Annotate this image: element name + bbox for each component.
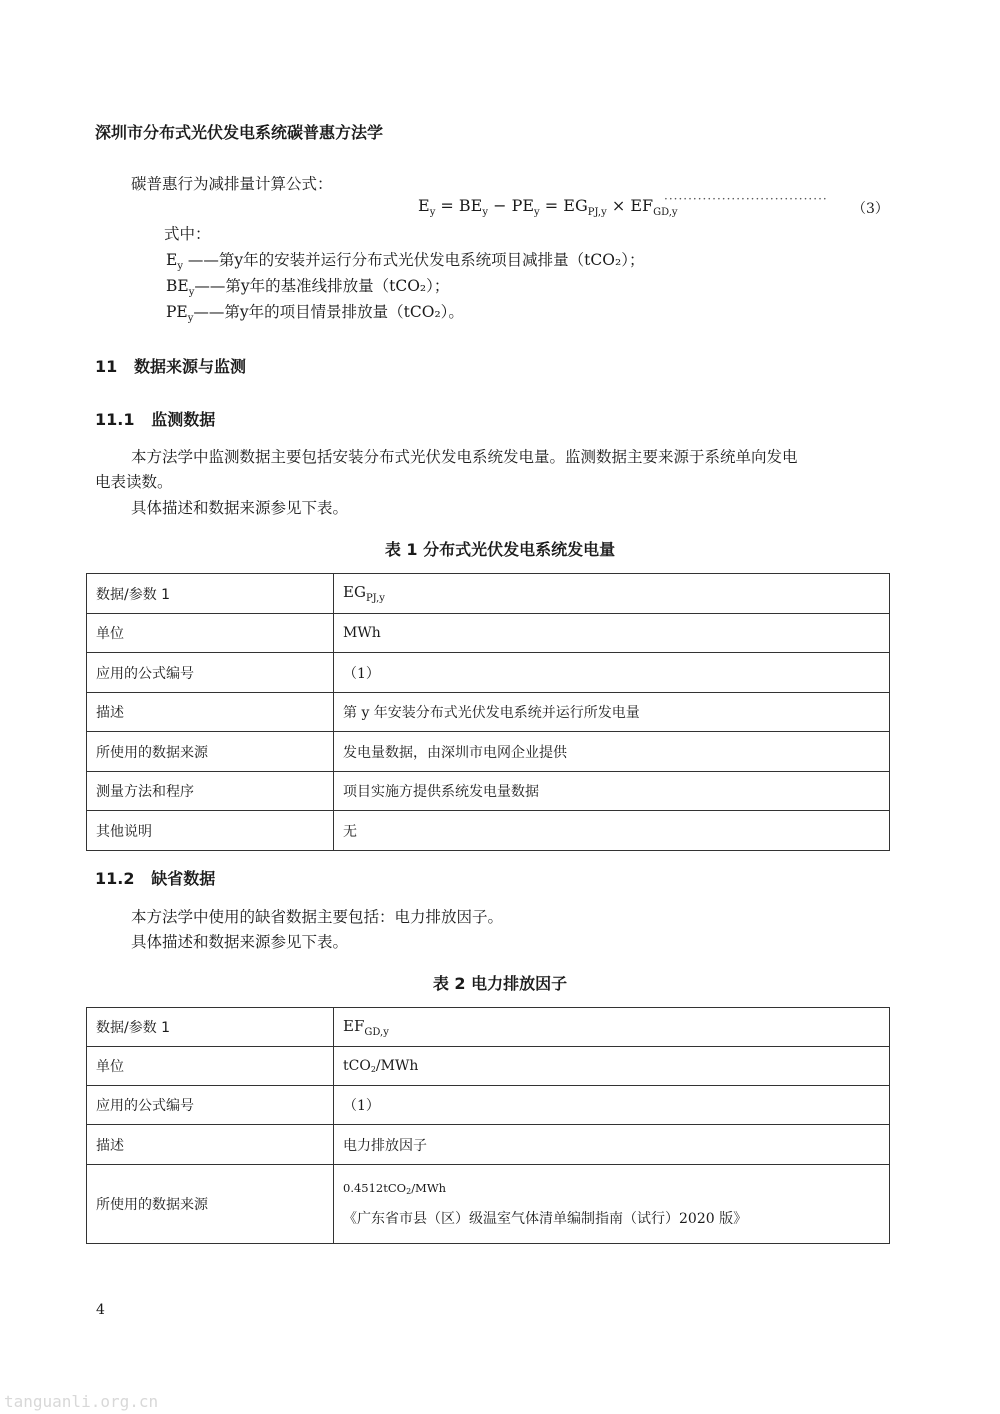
symbol-ey: $E_y$ (166, 251, 183, 273)
section-11-2-para2: 具体描述和数据来源参见下表。 (131, 933, 349, 951)
emission-factor-source: 《广东省市县（区）级温室气体清单编制指南（试行）2020 版》 (343, 1210, 748, 1227)
table-row (87, 1047, 890, 1086)
section-11-heading: 11 数据来源与监测 (95, 357, 246, 376)
table-cell-key: 应用的公式编号 (87, 1086, 334, 1125)
formula-3: $E_y = BE_y - PE_y = EG_{PJ,y} \times EF_{GD,y}$ (418, 196, 678, 219)
table-cell-key: 数据/参数 1 (87, 574, 334, 614)
table-row (87, 1086, 890, 1125)
section-11-1-heading: 11.1 监测数据 (95, 410, 216, 429)
table-cell-value: tCO2/MWh (334, 1047, 890, 1086)
table2-caption: 表 2 电力排放因子 (432, 974, 568, 993)
where-label: 式中： (164, 225, 211, 243)
table-cell-value: 电力排放因子 (334, 1125, 890, 1165)
table-cell-key: 应用的公式编号 (87, 653, 334, 693)
symbol-pey: $PE_y$ (166, 303, 194, 325)
page-number: 4 (96, 1302, 105, 1318)
section-11-1-para1-line2: 电表读数。 (95, 473, 173, 491)
table-row (87, 574, 890, 614)
table-cell-value: $EF_{GD,y}$ (334, 1008, 890, 1047)
table-row (87, 1125, 890, 1165)
section-11-2-heading: 11.2 缺省数据 (95, 869, 216, 888)
table1-caption: 表 1 分布式光伏发电系统发电量 (384, 540, 616, 559)
table-row (87, 1008, 890, 1047)
emission-factor-value: 0.4512tCO2/MWh (343, 1180, 447, 1196)
table-cell-value: （1） (334, 653, 890, 693)
watermark: tanguanli.org.cn (4, 1392, 159, 1411)
table-cell-key: 测量方法和程序 (87, 772, 334, 811)
page-header-title: 深圳市分布式光伏发电系统碳普惠方法学 (95, 123, 384, 142)
table-row (87, 614, 890, 653)
definition-ey: $E_y$ ——第y年的安装并运行分布式光伏发电系统项目减排量（tCO₂）； (166, 251, 645, 273)
definition-pey: $PE_y——$第y年的项目情景排放量（tCO₂）。 (166, 303, 464, 325)
table-row (87, 693, 890, 732)
table-cell-key: 其他说明 (87, 811, 334, 851)
table-row (87, 772, 890, 811)
table-cell-key: 所使用的数据来源 (87, 1165, 334, 1244)
formula-leader-dots: ·································· (664, 192, 828, 206)
table-cell-key: 数据/参数 1 (87, 1008, 334, 1047)
table-cell-value: （1） (334, 1086, 890, 1125)
section-11-1-para2: 具体描述和数据来源参见下表。 (131, 499, 349, 517)
table-cell-value: 项目实施方提供系统发电量数据 (334, 772, 890, 811)
definition-bey: $BE_y——$第y年的基准线排放量（tCO₂）； (166, 277, 450, 299)
table-row (87, 732, 890, 772)
table-cell-value: 无 (334, 811, 890, 851)
table2 (86, 1007, 890, 1244)
table-cell-value: MWh (334, 614, 890, 653)
table-cell-key: 描述 (87, 693, 334, 732)
table-cell-value: 发电量数据，由深圳市电网企业提供 (334, 732, 890, 772)
table-cell-key: 所使用的数据来源 (87, 732, 334, 772)
formula-number: （3） (852, 201, 889, 217)
table-row (87, 653, 890, 693)
table-row (87, 811, 890, 851)
formula-intro: 碳普惠行为减排量计算公式： (131, 175, 333, 193)
symbol-bey: $BE_y$ (166, 277, 195, 299)
table-cell-value: 第 y 年安装分布式光伏发电系统并运行所发电量 (334, 693, 890, 732)
table-cell-value: $EG_{PJ,y}$ (334, 574, 890, 614)
section-11-1-para1-line1: 本方法学中监测数据主要包括安装分布式光伏发电系统发电量。监测数据主要来源于系统单向发电 (131, 448, 798, 466)
table1 (86, 573, 890, 851)
table-cell-value (334, 1165, 890, 1244)
section-11-2-para1: 本方法学中使用的缺省数据主要包括：电力排放因子。 (131, 908, 504, 926)
table-cell-key: 单位 (87, 1047, 334, 1086)
table-cell-key: 单位 (87, 614, 334, 653)
table-row (87, 1165, 890, 1244)
table-cell-key: 描述 (87, 1125, 334, 1165)
